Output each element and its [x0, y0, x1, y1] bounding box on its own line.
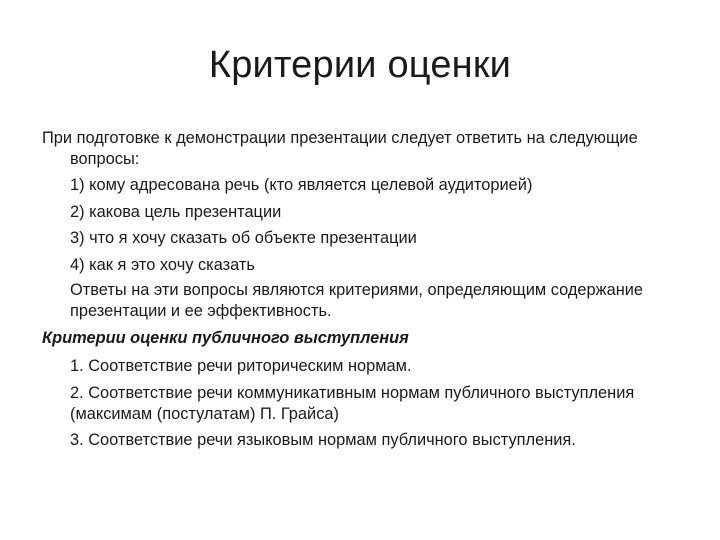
- criteria-item-1: 1. Соответствие речи риторическим нормам.: [70, 356, 412, 375]
- question-item-3: 3) что я хочу сказать об объекте презентации: [70, 229, 417, 247]
- slide-title: Критерии оценки: [208, 44, 512, 86]
- intro-paragraph: При подготовке к демонстрации презентации следует ответить на следующие вопросы:: [42, 129, 638, 168]
- question-item-4: 4) как я это хочу сказать: [70, 255, 255, 274]
- question-item-1: 1) кому адресована речь (кто является целевой аудиторией): [70, 176, 533, 194]
- criteria-heading: Критерии оценки публичного выступления: [42, 329, 409, 347]
- criteria-item-3: 3. Соответствие речи языковым нормам публичного выступления.: [70, 431, 576, 449]
- question-item-2: 2) какова цель презентации: [70, 202, 282, 221]
- slide-body: [42, 128, 682, 451]
- answers-note: Ответы на эти вопросы являются критериями, определяющим содержание презентации и ее эффективность.: [70, 281, 644, 320]
- criteria-item-2: 2. Соответствие речи коммуникативным нормам публичного выступления (максимам (постулатам) П. Грайса): [70, 384, 635, 423]
